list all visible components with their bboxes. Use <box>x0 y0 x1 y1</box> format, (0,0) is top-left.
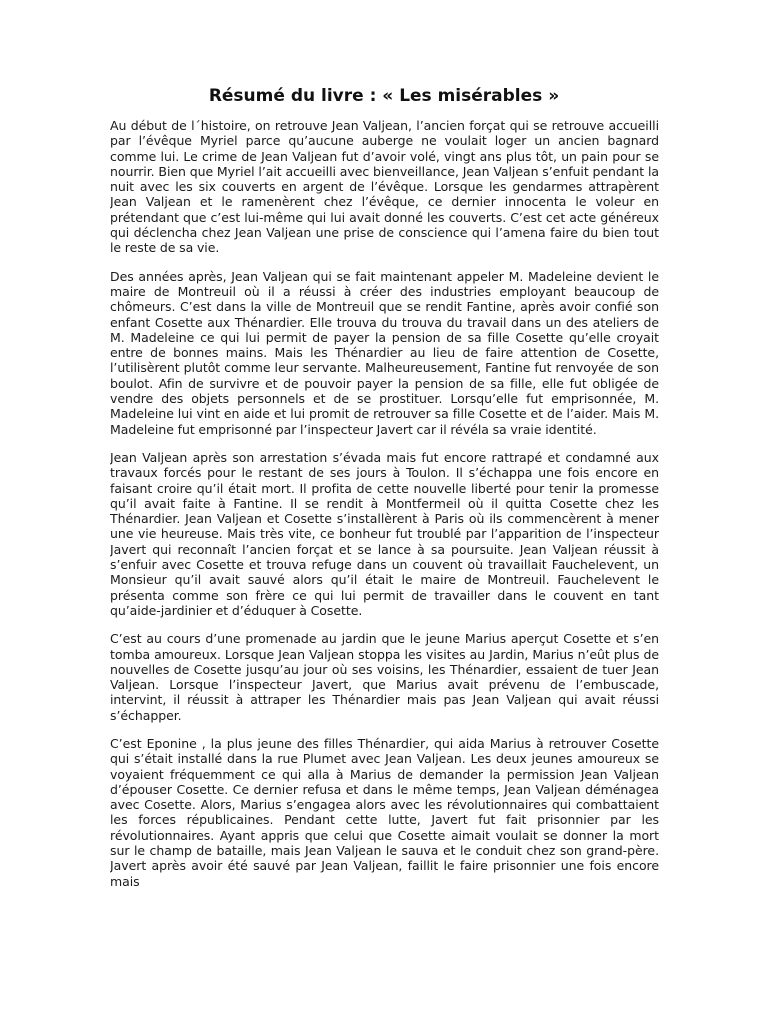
paragraph-1: Au début de l´histoire, on retrouve Jean Valjean, l’ancien forçat qui se retrouve accueilli par l’évêque Myriel parce qu’aucune auberge ne voulait loger un ancien bagnard comme lui. Le crime de Jean Valjean fut d’avoir volé, vingt ans plus tôt, un pain pour se nourrir. Bien que Myriel l’ait accueilli avec bienveillance, Jean Valjean s’enfuit pendant la nuit avec les six couverts en argent de l’évêque. Lorsque les gendarmes attrapèrent Jean Valjean et le ramenèrent chez l’évêque, ce dernier innocenta le voleur en prétendant que c’est lui-même qui lui avait donné les couverts. C’est cet acte généreux qui déclencha chez Jean Valjean une prise de conscience qui l’amena faire du bien tout le reste de sa vie. <box>110 118 659 256</box>
paragraph-3: Jean Valjean après son arrestation s’évada mais fut encore rattrapé et condamné aux travaux forcés pour le restant de ses jours à Toulon. Il s’échappa une fois encore en faisant croire qu’il était mort. Il profita de cette nouvelle liberté pour tenir la promesse qu’il avait faite à Fantine. Il se rendit à Montfermeil où il quitta Cosette chez les Thénardier. Jean Valjean et Cosette s’installèrent à Paris où ils commencèrent à mener une vie heureuse. Mais très vite, ce bonheur fut troublé par l’apparition de l’inspecteur Javert qui reconnaît l’ancien forçat et se lance à sa poursuite. Jean Valjean réussit à s’enfuir avec Cosette et trouva refuge dans un couvent où travaillait Fauchelevent, un Monsieur qu’il avait sauvé alors qu’il était le maire de Montreuil. Fauchelevent le présenta comme son frère ce qui lui permit de travailler dans le couvent en tant qu’aide-jardinier et d’éduquer à Cosette. <box>110 449 659 618</box>
document-title: Résumé du livre : « Les misérables » <box>208 86 560 106</box>
paragraph-4: C’est au cours d’une promenade au jardin que le jeune Marius aperçut Cosette et s’en tomba amoureux. Lorsque Jean Valjean stoppa les visites au Jardin, Marius n’eût plus de nouvelles de Cosette jusqu’au jour où ses voisins, les Thénardier, essaient de tuer Jean Valjean. Lorsque l’inspecteur Javert, que Marius avait prévenu de l’embuscade, intervint, il réussit à attraper les Thénardier mais pas Jean Valjean qui avait réussi s’échapper. <box>110 631 659 723</box>
paragraph-5: C’est Eponine , la plus jeune des filles Thénardier, qui aida Marius à retrouver Cosette qui s’était installé dans la rue Plumet avec Jean Valjean. Les deux jeunes amoureux se voyaient fréquemment ce qui alla à Marius de demander la permission Jean Valjean d’épouser Cosette. Ce dernier refusa et dans le même temps, Jean Valjean déménagea avec Cosette. Alors, Marius s’engagea alors avec les révolutionnaires qui combattaient les forces républicaines. Pendant cette lutte, Javert fut fait prisonnier par les révolutionnaires. Ayant appris que celui que Cosette aimait voulait se donner la mort sur le champ de bataille, mais Jean Valjean le sauva et le conduit chez son grand-père. Javert après avoir été sauvé par Jean Valjean, faillit le faire prisonnier une fois encore mais <box>110 735 659 889</box>
paragraph-2: Des années après, Jean Valjean qui se fait maintenant appeler M. Madeleine devient le maire de Montreuil où il a réussi à créer des industries employant beaucoup de chômeurs. C’est dans la ville de Montreuil que se rendit Fantine, après avoir confié son enfant Cosette aux Thénardier. Elle trouva du trouva du travail dans un des ateliers de M. Madeleine ce qui lui permit de payer la pension de sa fille Cosette qu’elle croyait entre de bonnes mains. Mais les Thénardier au lieu de faire attention de Cosette, l’utilisèrent plutôt comme leur servante. Malheureusement, Fantine fut renvoyée de son boulot. Afin de survivre et de pouvoir payer la pension de sa fille, elle fut obligée de vendre des objets personnels et de se prostituer. Lorsqu’elle fut emprisonnée, M. Madeleine lui vint en aide et lui promit de retrouver sa fille Cosette et de l’aider. Mais M. Madeleine fut emprisonné par l’inspecteur Javert car il révéla sa vraie identité. <box>110 268 659 437</box>
document-body <box>110 118 659 1018</box>
